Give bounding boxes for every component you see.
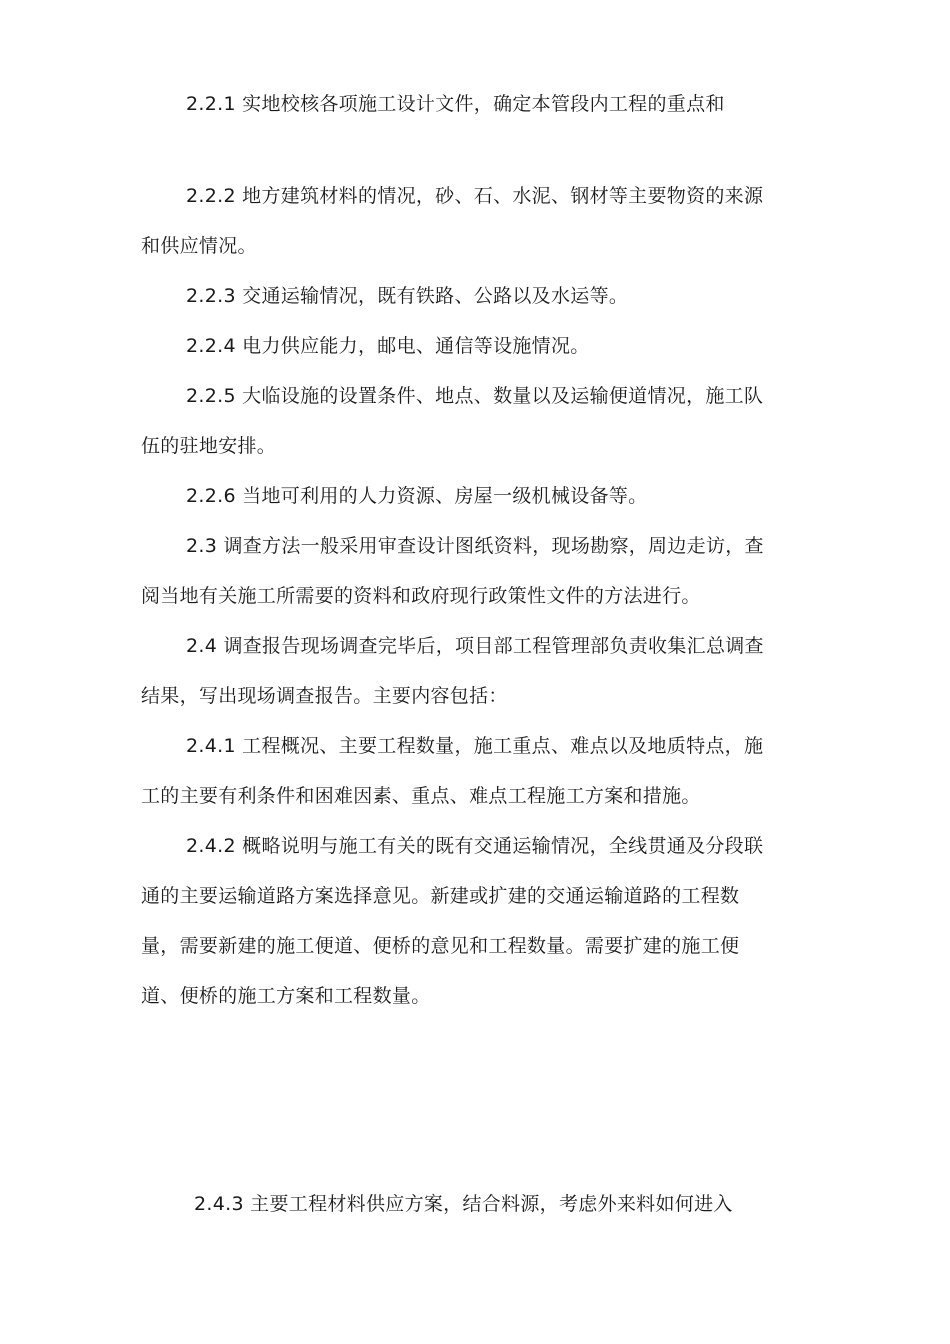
text-line: 和供应情况。 (141, 235, 257, 257)
text-line: 2.4 调查报告现场调查完毕后，项目部工程管理部负责收集汇总调查 (186, 635, 764, 657)
text-line: 2.4.2 概略说明与施工有关的既有交通运输情况，全线贯通及分段联 (186, 835, 764, 857)
text-line: 阅当地有关施工所需要的资料和政府现行政策性文件的方法进行。 (141, 585, 701, 607)
text-line: 道、便桥的施工方案和工程数量。 (141, 985, 431, 1007)
text-line: 量，需要新建的施工便道、便桥的意见和工程数量。需要扩建的施工便 (141, 935, 740, 957)
text-line: 工的主要有利条件和困难因素、重点、难点工程施工方案和措施。 (141, 785, 701, 807)
text-line: 2.3 调查方法一般采用审查设计图纸资料，现场勘察，周边走访，查 (186, 535, 764, 557)
text-line: 2.4.1 工程概况、主要工程数量，施工重点、难点以及地质特点，施 (186, 735, 764, 757)
text-line: 伍的驻地安排。 (141, 435, 277, 457)
text-line: 2.2.6 当地可利用的人力资源、房屋一级机械设备等。 (186, 485, 648, 507)
text-line: 2.2.1 实地校核各项施工设计文件，确定本管段内工程的重点和 (186, 93, 725, 115)
text-line: 2.4.3 主要工程材料供应方案，结合料源，考虑外来料如何进入 (194, 1193, 733, 1215)
text-line: 结果，写出现场调查报告。主要内容包括： (141, 685, 508, 707)
text-line: 2.2.4 电力供应能力，邮电、通信等设施情况。 (186, 335, 590, 357)
text-line: 通的主要运输道路方案选择意见。新建或扩建的交通运输道路的工程数 (141, 885, 740, 907)
text-line: 2.2.3 交通运输情况，既有铁路、公路以及水运等。 (186, 285, 629, 307)
text-line: 2.2.5 大临设施的设置条件、地点、数量以及运输便道情况，施工队 (186, 385, 764, 407)
text-line: 2.2.2 地方建筑材料的情况，砂、石、水泥、钢材等主要物资的来源 (186, 185, 764, 207)
